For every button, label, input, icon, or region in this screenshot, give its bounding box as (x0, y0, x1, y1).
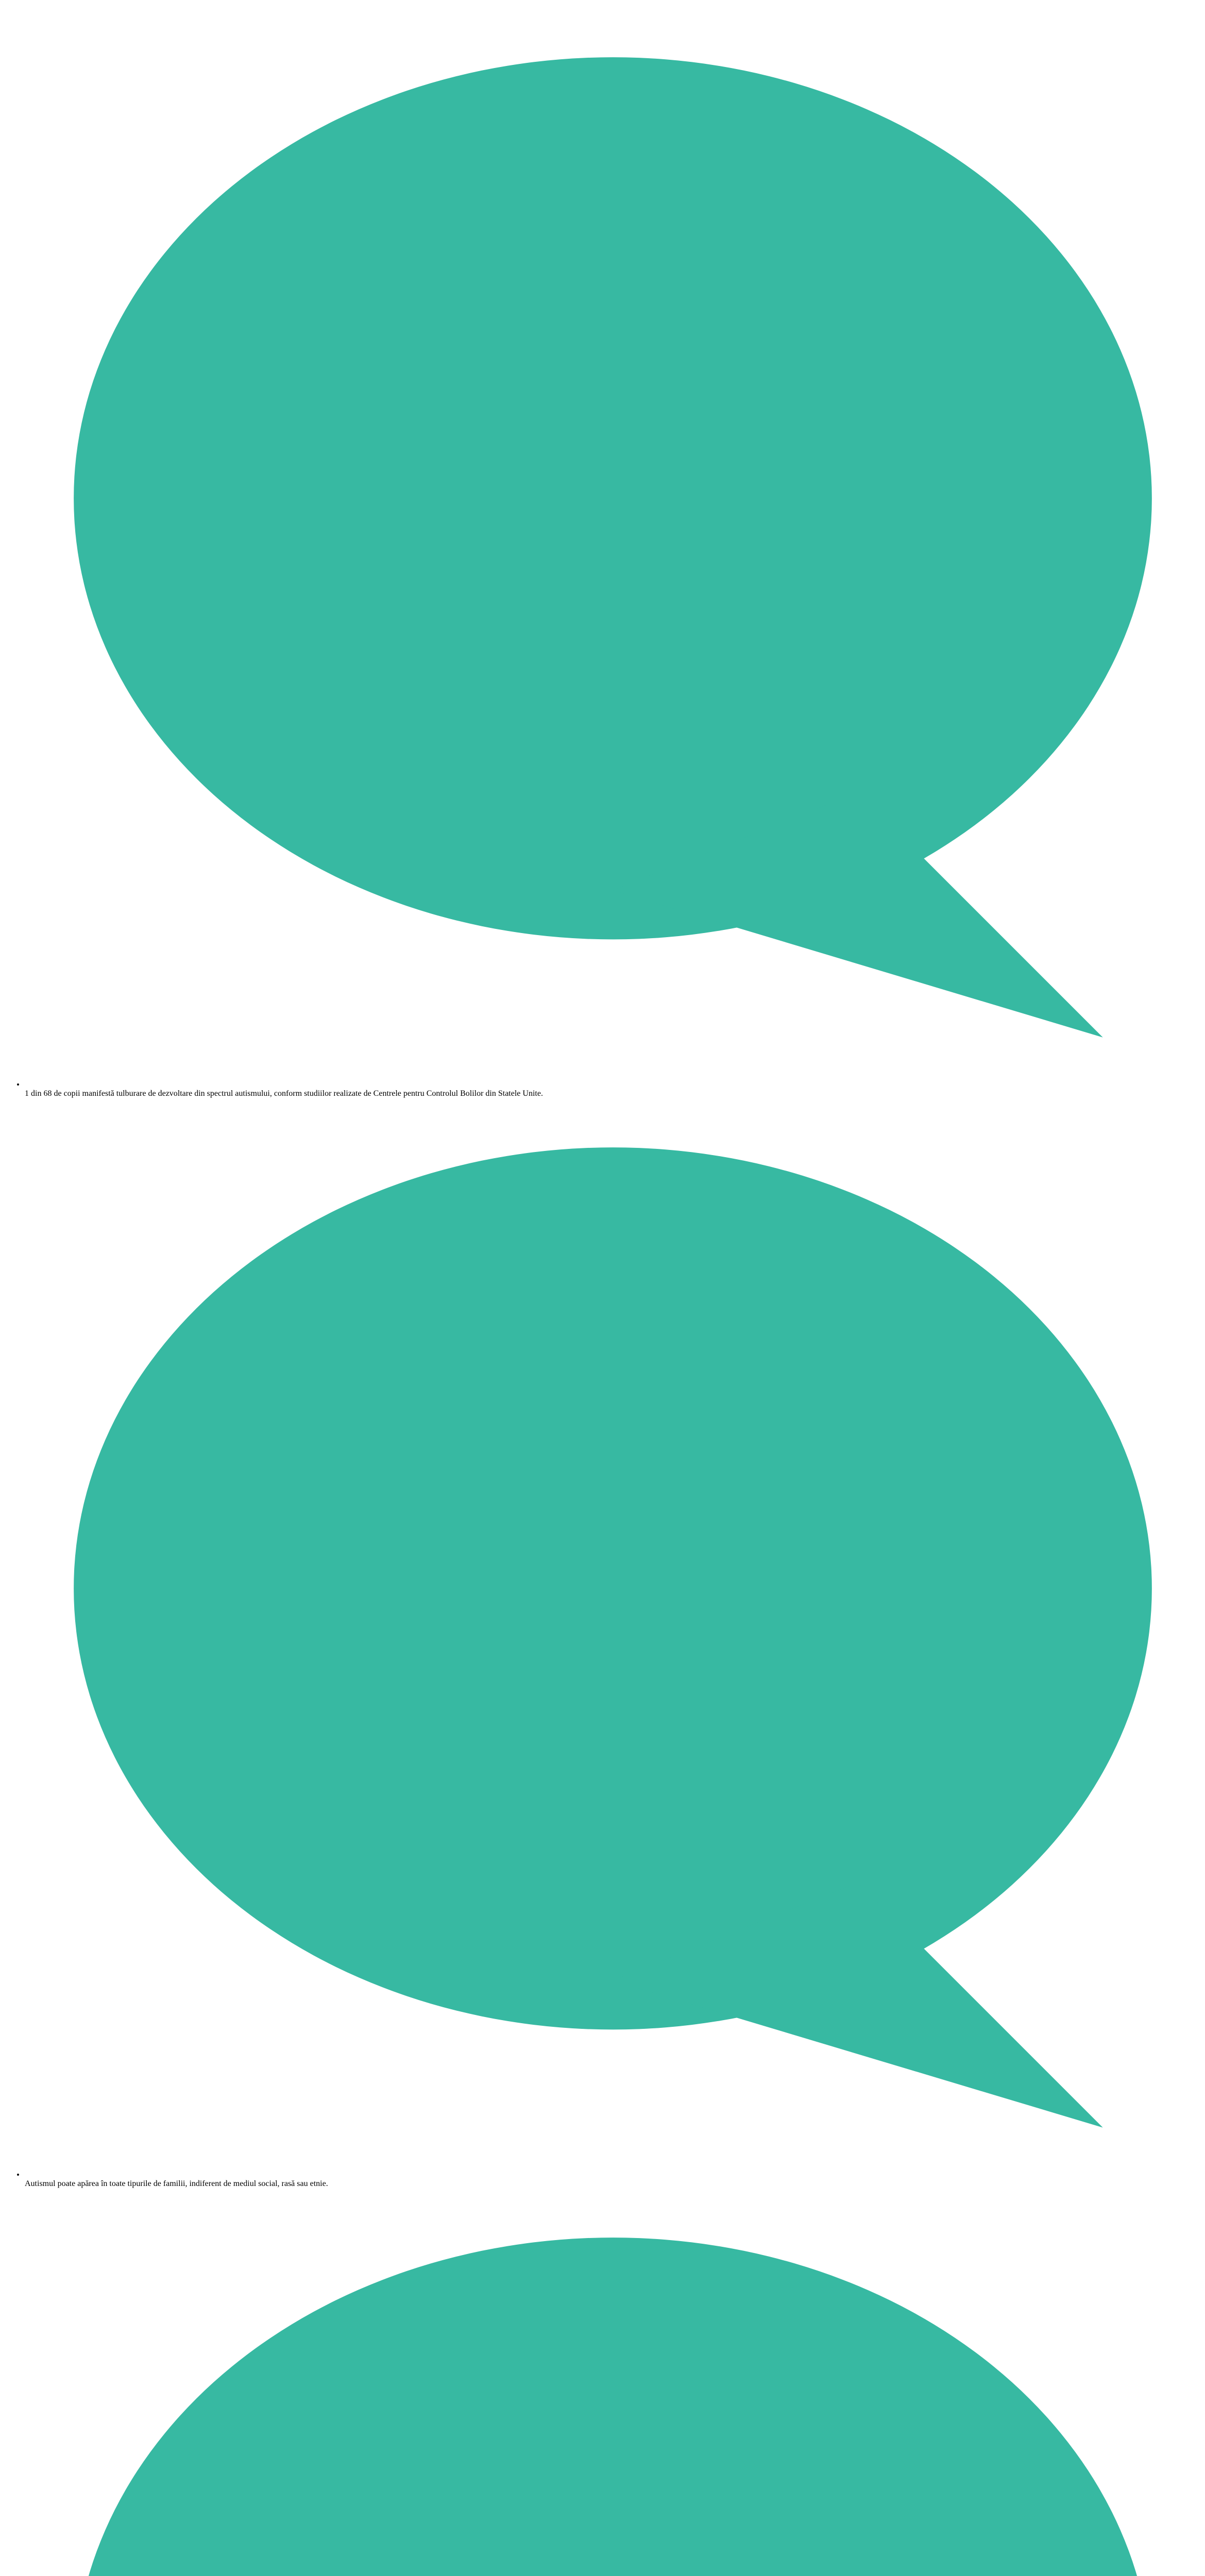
list-item (25, 1098, 1201, 2189)
panel-left (4, 8, 1201, 2576)
list-item (25, 2189, 1201, 2576)
facts-list (4, 8, 1201, 2576)
fact-text: 1 din 68 de copii manifestă tulburare de dezvoltare din spectrul autismului, conform studiilor realizate de Centrele pentru Controlul Bolilor din Statele Unite. (25, 1089, 543, 1098)
list-item (25, 8, 1201, 1098)
speech-bubble-icon (25, 2189, 1201, 2576)
speech-bubble-icon (25, 1098, 1201, 2177)
speech-bubble-icon (25, 8, 1201, 1087)
fact-text: Autismul poate apărea în toate tipurile de familii, indiferent de mediul social, rasă sau etnie. (25, 2179, 328, 2188)
